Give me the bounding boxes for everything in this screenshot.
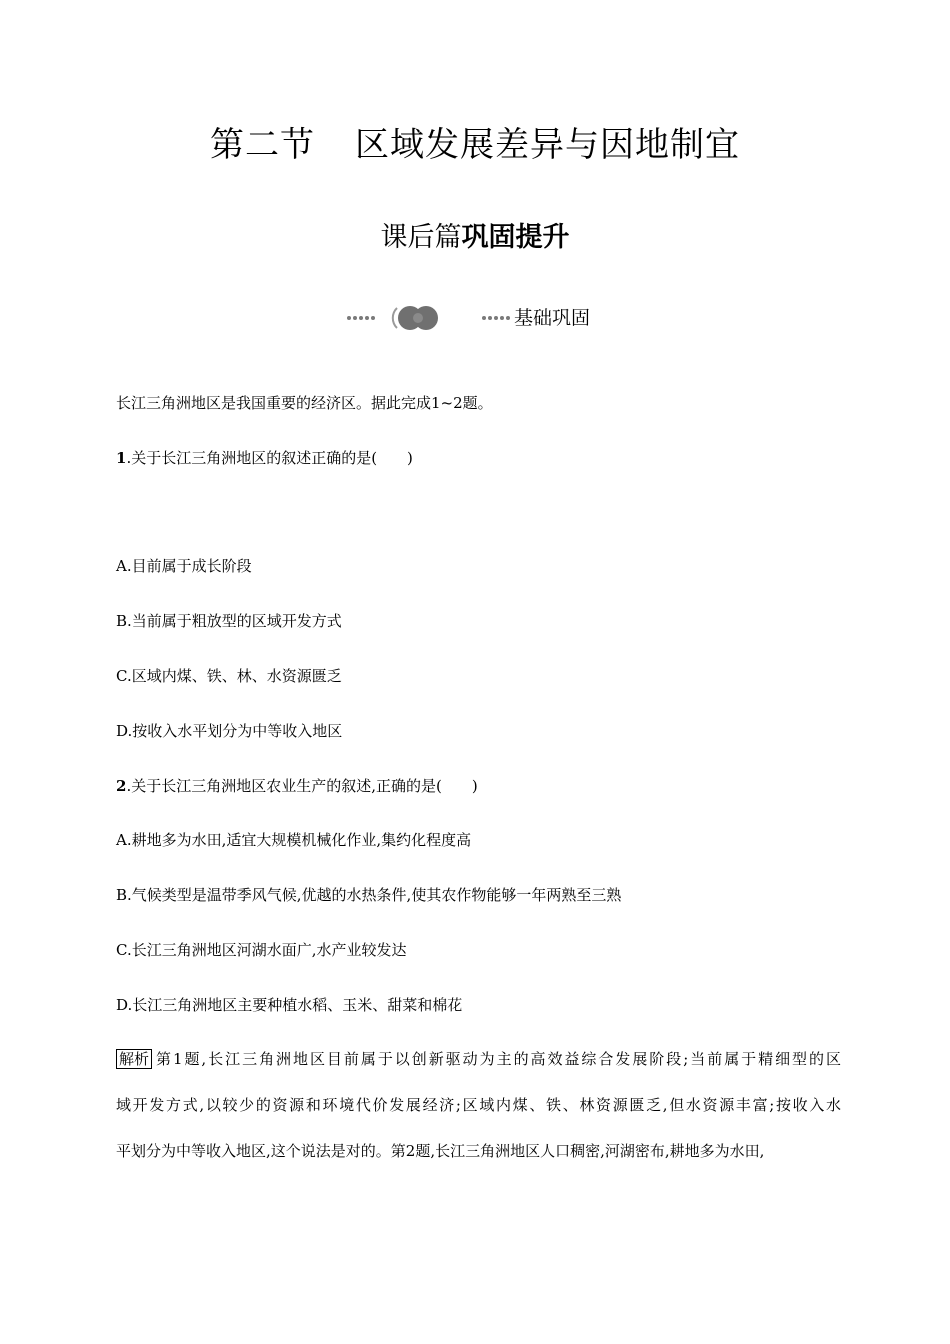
question-1-option-d: D.按收入水平划分为中等收入地区	[116, 722, 343, 740]
question-1-option-a: A.目前属于成长阶段	[116, 557, 252, 575]
question-intro: 长江三角洲地区是我国重要的经济区。据此完成1~2题。	[116, 394, 493, 412]
question-1-stem	[116, 447, 846, 469]
page-subtitle	[0, 218, 950, 258]
explanation-line-2: 域开发方式,以较少的资源和环境代价发展经济;区域内煤、铁、林资源匮乏,但水资源丰富;按收入水	[116, 1096, 841, 1114]
question-2-number: 2	[116, 777, 127, 795]
chapter-title: 区域发展差异与因地制宜	[355, 125, 740, 165]
chapter-number: 第二节	[210, 125, 315, 165]
page-title	[0, 122, 950, 168]
dots-divider-left	[347, 316, 375, 320]
subtitle-normal: 课后篇	[380, 222, 462, 253]
explanation-line-3: 平划分为中等收入地区,这个说法是对的。第2题,长江三角洲地区人口稠密,河湖密布,耕地多为水田,	[116, 1142, 765, 1160]
question-2-option-b: B.气候类型是温带季风气候,优越的水热条件,使其农作物能够一年两熟至三熟	[116, 886, 622, 904]
question-2-option-c: C.长江三角洲地区河湖水面广,水产业较发达	[116, 941, 407, 959]
section-label: 基础巩固	[514, 307, 591, 329]
question-2-stem	[116, 775, 846, 797]
question-1-number: 1	[116, 449, 127, 467]
section-header	[0, 298, 950, 338]
explanation-block	[116, 1048, 841, 1186]
question-1-option-b: B.当前属于粗放型的区域开发方式	[116, 612, 342, 630]
subtitle-bold: 巩固提升	[461, 222, 570, 253]
question-1-text: .关于长江三角洲地区的叙述正确的是( )	[126, 449, 413, 467]
question-1-option-c: C.区域内煤、铁、林、水资源匮乏	[116, 667, 342, 685]
dots-divider-right	[482, 316, 510, 320]
double-circle-icon	[388, 300, 444, 336]
question-2-text: .关于长江三角洲地区农业生产的叙述,正确的是( )	[126, 777, 478, 795]
explanation-tag: 解析	[116, 1049, 152, 1069]
question-2-option-a: A.耕地多为水田,适宜大规模机械化作业,集约化程度高	[116, 831, 472, 849]
explanation-line-1: 解析 第1题,长江三角洲地区目前属于以创新驱动为主的高效益综合发展阶段;当前属于精细型的区	[116, 1048, 841, 1094]
question-2-option-d: D.长江三角洲地区主要种植水稻、玉米、甜菜和棉花	[116, 996, 463, 1014]
